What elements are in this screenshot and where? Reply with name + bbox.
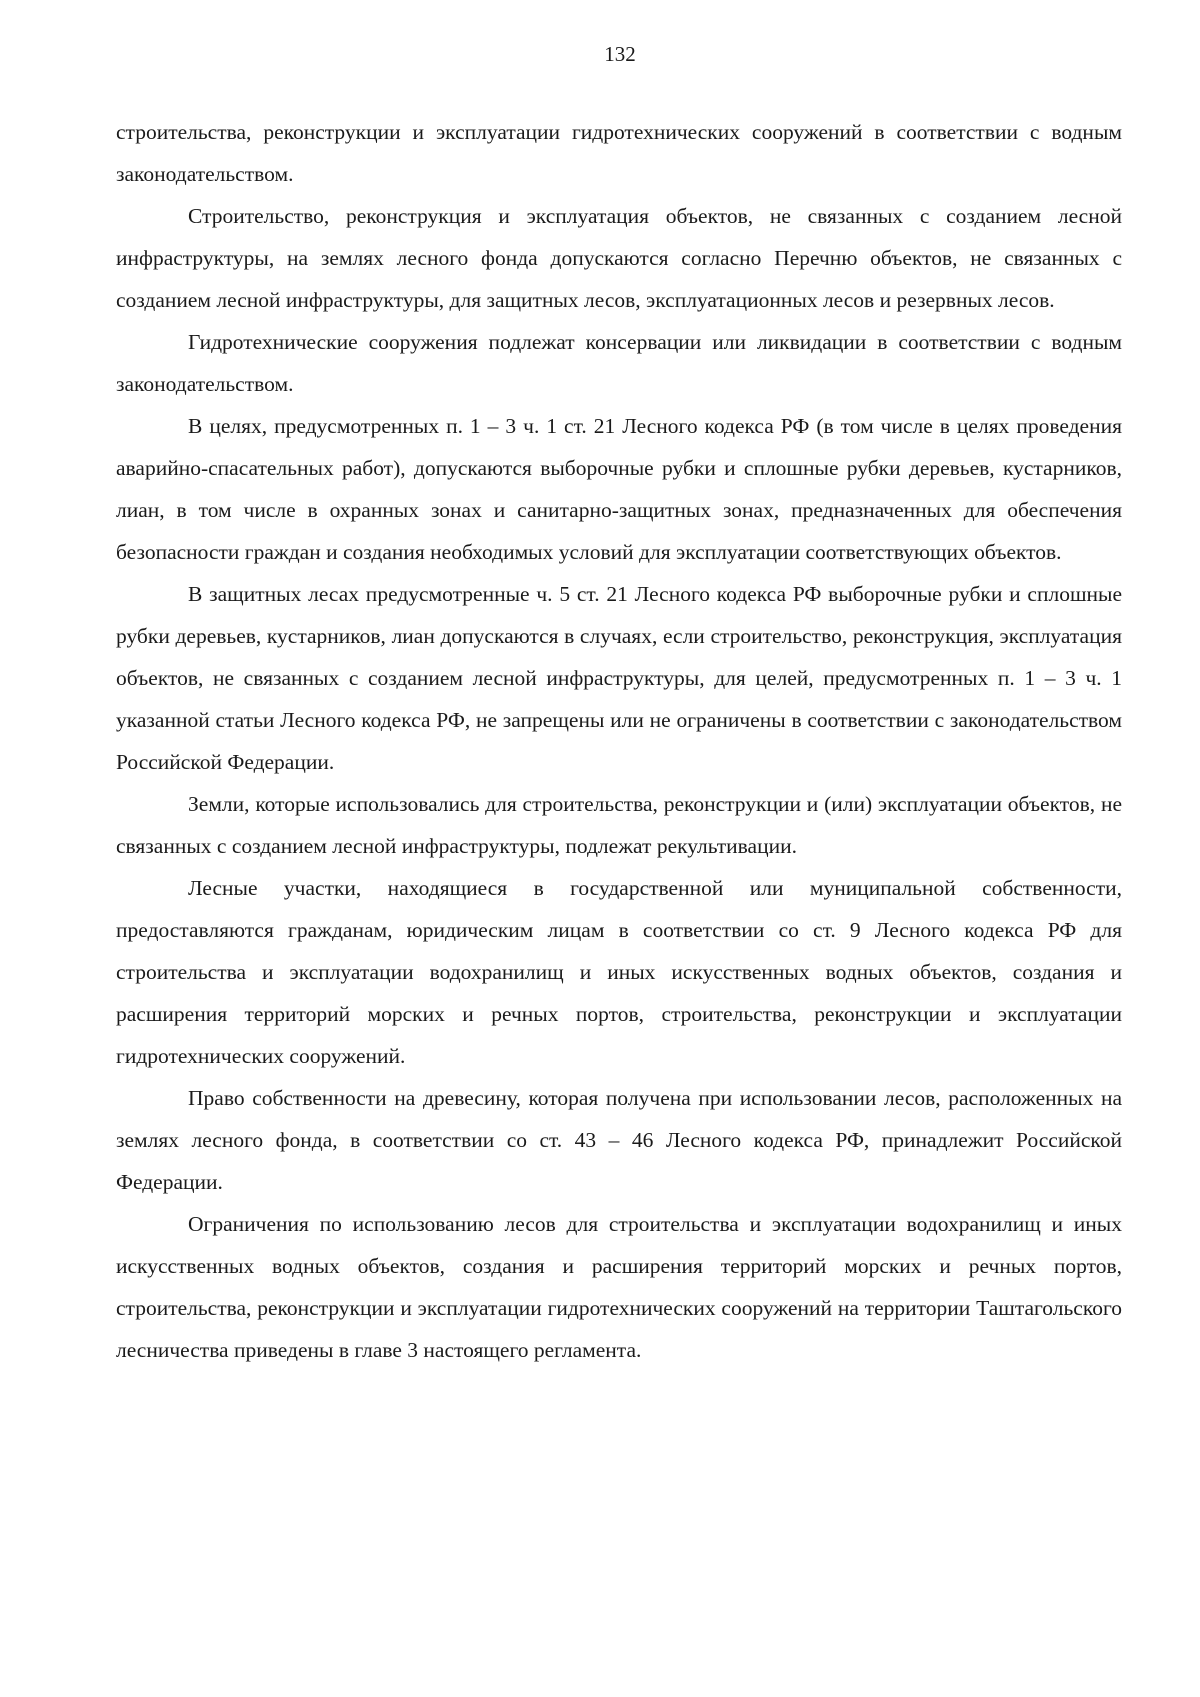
paragraph: Лесные участки, находящиеся в государственной или муниципальной собственности, предоставляются гражданам, юридическим лицам в соответствии со ст. 9 Лесного кодекса РФ для строительства и эксплуатации водохранилищ и иных искусственных водных объектов, создания и расширения территорий морских и речных портов, строительства, реконструкции и эксплуатации гидротехнических сооружений. [116,876,1122,1068]
paragraph: В целях, предусмотренных п. 1 – 3 ч. 1 ст. 21 Лесного кодекса РФ (в том числе в целях проведения аварийно-спасательных работ), допускаются выборочные рубки и сплошные рубки деревьев, кустарников, лиан, в том числе в охранных зонах и санитарно-защитных зонах, предназначенных для обеспечения безопасности граждан и создания необходимых условий для эксплуатации соответствующих объектов. [116,414,1122,564]
paragraph: Гидротехнические сооружения подлежат консервации или ликвидации в соответствии с водным законодательством. [116,330,1122,396]
page-number: 132 [604,42,636,66]
document-body [116,111,1122,1371]
paragraph: Ограничения по использованию лесов для строительства и эксплуатации водохранилищ и иных искусственных водных объектов, создания и расширения территорий морских и речных портов, строительства, реконструкции и эксплуатации гидротехнических сооружений на территории Таштагольского лесничества приведены в главе 3 настоящего регламента. [116,1212,1122,1362]
paragraph: Земли, которые использовались для строительства, реконструкции и (или) эксплуатации объектов, не связанных с созданием лесной инфраструктуры, подлежат рекультивации. [116,792,1122,858]
paragraph-continuation: строительства, реконструкции и эксплуатации гидротехнических сооружений в соответствии с водным законодательством. [116,120,1122,186]
paragraph: В защитных лесах предусмотренные ч. 5 ст. 21 Лесного кодекса РФ выборочные рубки и сплошные рубки деревьев, кустарников, лиан допускаются в случаях, если строительство, реконструкция, эксплуатация объектов, не связанных с созданием лесной инфраструктуры, для целей, предусмотренных п. 1 – 3 ч. 1 указанной статьи Лесного кодекса РФ, не запрещены или не ограничены в соответствии с законодательством Российской Федерации. [116,582,1122,774]
paragraph: Строительство, реконструкция и эксплуатация объектов, не связанных с созданием лесной инфраструктуры, на землях лесного фонда допускаются согласно Перечню объектов, не связанных с созданием лесной инфраструктуры, для защитных лесов, эксплуатационных лесов и резервных лесов. [116,204,1122,312]
paragraph: Право собственности на древесину, которая получена при использовании лесов, расположенных на землях лесного фонда, в соответствии со ст. 43 – 46 Лесного кодекса РФ, принадлежит Российской Федерации. [116,1086,1122,1194]
